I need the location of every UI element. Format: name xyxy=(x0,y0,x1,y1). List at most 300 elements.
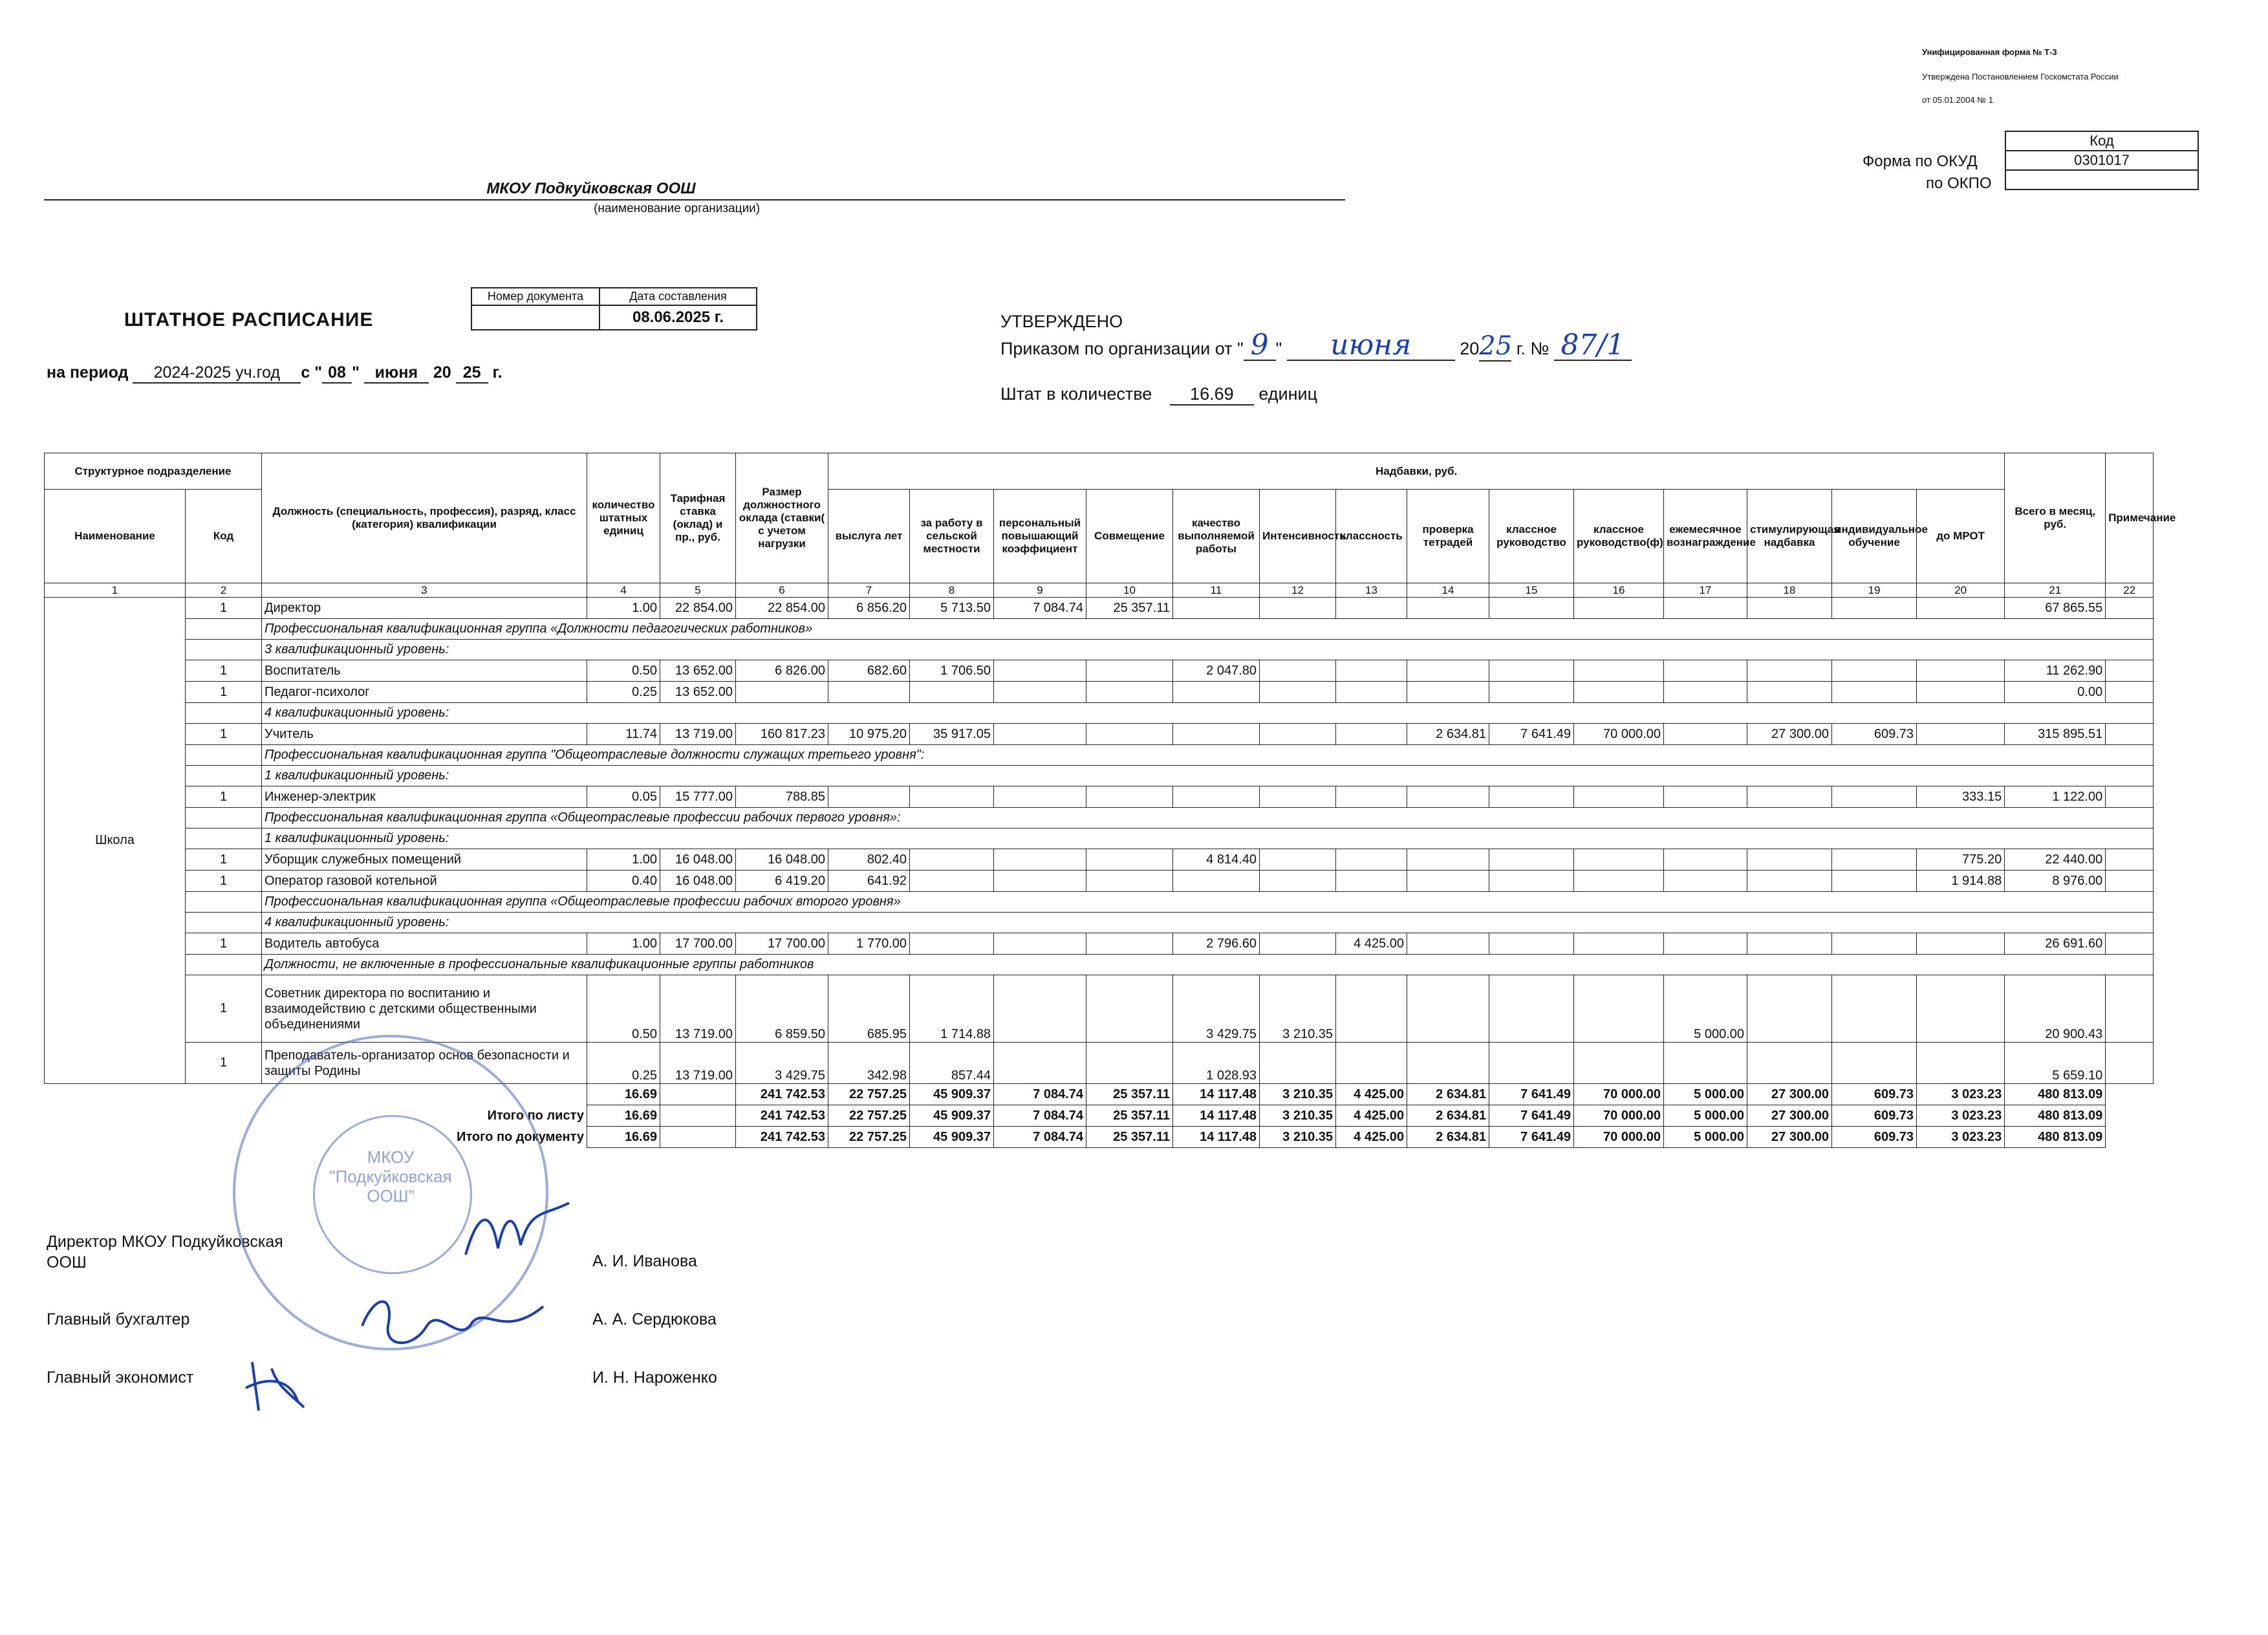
total-col-14: 2 634.81 xyxy=(1407,1127,1489,1148)
cell-col-20 xyxy=(1917,1043,2005,1084)
position-name: Воспитатель xyxy=(262,660,587,682)
cell-col-19 xyxy=(1832,871,1917,892)
codes-box xyxy=(2005,131,2199,190)
cell-col-10 xyxy=(1086,786,1173,808)
approval-year-prefix: 20 xyxy=(1460,339,1480,358)
approval-day: 9 xyxy=(1244,331,1276,361)
doc-number-label: Номер документа xyxy=(471,288,599,305)
approval-month: июня xyxy=(1287,331,1455,361)
cell-col-9 xyxy=(994,724,1086,745)
cell-col-11 xyxy=(1173,682,1260,703)
cell-col-21: 67 865.55 xyxy=(2005,598,2106,619)
cell-col-13 xyxy=(1336,975,1407,1043)
okud-value: 0301017 xyxy=(2005,151,2198,170)
total-col-17: 5 000.00 xyxy=(1664,1127,1747,1148)
period-value: 2024-2025 уч.год xyxy=(133,363,301,384)
header-class-lead: классное руководство xyxy=(1489,490,1574,583)
total-col-5 xyxy=(660,1105,736,1127)
cell-col-14 xyxy=(1407,975,1489,1043)
cell-col-5: 16 048.00 xyxy=(660,849,736,871)
header-monthly-bonus: ежемесячное вознаграждение xyxy=(1664,490,1747,583)
cell-col-12 xyxy=(1260,933,1336,955)
total-col-17: 5 000.00 xyxy=(1664,1105,1747,1127)
accountant-signature xyxy=(349,1287,556,1358)
cell-col-15 xyxy=(1489,849,1574,871)
position-name: Советник директора по воспитанию и взаимодействию с детскими общественными объединениями xyxy=(262,975,587,1043)
total-label: Итого по листу xyxy=(487,1108,584,1123)
cell-col-9 xyxy=(994,975,1086,1043)
cell-col-7: 802.40 xyxy=(828,849,910,871)
cell-col-7 xyxy=(828,786,910,808)
doc-date-label: Дата составления xyxy=(599,288,757,305)
cell-col-15 xyxy=(1489,598,1574,619)
cell-col-19 xyxy=(1832,975,1917,1043)
note-cell xyxy=(2106,660,2154,682)
note-cell xyxy=(2106,975,2154,1043)
approval-year-suffix: г. № xyxy=(1516,339,1550,358)
row-code: 1 xyxy=(186,933,262,955)
cell-col-10 xyxy=(1086,849,1173,871)
group-row xyxy=(45,745,2154,766)
staff-line xyxy=(1000,384,1317,406)
accountant-name: А. А. Сердюкова xyxy=(592,1310,717,1328)
total-col-12: 3 210.35 xyxy=(1260,1084,1336,1105)
cell-col-11: 4 814.40 xyxy=(1173,849,1260,871)
row-code xyxy=(186,828,262,849)
cell-col-12 xyxy=(1260,849,1336,871)
cell-col-10: 25 357.11 xyxy=(1086,598,1173,619)
cell-col-19 xyxy=(1832,933,1917,955)
cell-col-7: 641.92 xyxy=(828,871,910,892)
row-code xyxy=(186,892,262,913)
header-notebooks: проверка тетрадей xyxy=(1407,490,1489,583)
cell-col-9 xyxy=(994,682,1086,703)
cell-col-5: 13 652.00 xyxy=(660,682,736,703)
cell-col-8: 1 706.50 xyxy=(910,660,994,682)
cell-col-17 xyxy=(1664,871,1747,892)
group-label: Профессиональная квалификационная группа «Должности педагогических работников» xyxy=(262,619,2154,640)
cell-col-18 xyxy=(1747,849,1832,871)
cell-col-12 xyxy=(1260,724,1336,745)
total-col-8: 45 909.37 xyxy=(910,1127,994,1148)
note-cell xyxy=(2106,849,2154,871)
cell-col-17 xyxy=(1664,1043,1747,1084)
period-day: 08 xyxy=(322,363,352,384)
header-individual: индивидуальное обучение xyxy=(1832,490,1917,583)
organization-name: МКОУ Подкуйковская ООШ xyxy=(486,180,696,197)
header-rate: Тарифная ставка (оклад) и пр., руб. xyxy=(660,453,736,583)
cell-col-6 xyxy=(736,682,828,703)
cell-col-5: 13 719.00 xyxy=(660,975,736,1043)
table-row xyxy=(45,849,2154,871)
cell-col-16 xyxy=(1574,598,1664,619)
column-number: 19 xyxy=(1832,583,1917,598)
cell-col-19 xyxy=(1832,682,1917,703)
table-row xyxy=(45,975,2154,1043)
cell-col-14 xyxy=(1407,682,1489,703)
total-col-14: 2 634.81 xyxy=(1407,1084,1489,1105)
cell-col-17 xyxy=(1664,786,1747,808)
total-col-20: 3 023.23 xyxy=(1917,1084,2005,1105)
cell-col-5: 17 700.00 xyxy=(660,933,736,955)
note-cell xyxy=(2106,786,2154,808)
total-col-11: 14 117.48 xyxy=(1173,1127,1260,1148)
form-unified-label: Унифицированная форма № Т-3 xyxy=(1922,47,2057,57)
cell-col-8: 35 917.05 xyxy=(910,724,994,745)
header-seniority: выслуга лет xyxy=(828,490,910,583)
row-code xyxy=(186,955,262,975)
cell-col-20 xyxy=(1917,682,2005,703)
cell-col-20 xyxy=(1917,660,2005,682)
row-code: 1 xyxy=(186,660,262,682)
row-code: 1 xyxy=(186,871,262,892)
cell-col-20 xyxy=(1917,598,2005,619)
director-name: А. И. Иванова xyxy=(592,1252,697,1270)
cell-col-11 xyxy=(1173,871,1260,892)
period-label: на период xyxy=(47,363,129,382)
director-signature xyxy=(453,1196,582,1268)
total-note-cell xyxy=(2106,1127,2154,1148)
cell-col-15 xyxy=(1489,660,1574,682)
cell-col-14 xyxy=(1407,598,1489,619)
period-from: с " xyxy=(301,363,323,382)
header-dept-name: Наименование xyxy=(45,490,186,583)
row-code: 1 xyxy=(186,1043,262,1084)
cell-col-4: 11.74 xyxy=(587,724,660,745)
cell-col-8: 1 714.88 xyxy=(910,975,994,1043)
group-label: 1 квалификационный уровень: xyxy=(262,828,2154,849)
approval-year: 25 xyxy=(1479,331,1513,361)
column-number: 5 xyxy=(660,583,736,598)
position-name: Учитель xyxy=(262,724,587,745)
cell-col-21: 22 440.00 xyxy=(2005,849,2106,871)
cell-col-20: 1 914.88 xyxy=(1917,871,2005,892)
cell-col-16: 70 000.00 xyxy=(1574,724,1664,745)
total-col-8: 45 909.37 xyxy=(910,1105,994,1127)
note-cell xyxy=(2106,933,2154,955)
row-code: 1 xyxy=(186,598,262,619)
cell-col-13 xyxy=(1336,682,1407,703)
group-label: Профессиональная квалификационная группа «Общеотраслевые профессии рабочих второго уровня» xyxy=(262,892,2154,913)
total-col-9: 7 084.74 xyxy=(994,1105,1086,1127)
cell-col-6: 160 817.23 xyxy=(736,724,828,745)
column-number: 13 xyxy=(1336,583,1407,598)
total-col-7: 22 757.25 xyxy=(828,1127,910,1148)
cell-col-7: 10 975.20 xyxy=(828,724,910,745)
column-number: 15 xyxy=(1489,583,1574,598)
total-col-21: 480 813.09 xyxy=(2005,1127,2106,1148)
header-position: Должность (специальность, профессия), разряд, класс (категория) квалификации xyxy=(262,453,587,583)
position-name: Уборщик служебных помещений xyxy=(262,849,587,871)
table-row xyxy=(45,724,2154,745)
cell-col-14 xyxy=(1407,933,1489,955)
doc-date-value: 08.06.2025 г. xyxy=(599,305,757,330)
cell-col-9 xyxy=(994,1043,1086,1084)
cell-col-8 xyxy=(910,871,994,892)
total-col-18: 27 300.00 xyxy=(1747,1105,1832,1127)
total-col-15: 7 641.49 xyxy=(1489,1105,1574,1127)
cell-col-5: 15 777.00 xyxy=(660,786,736,808)
header-rural: за работу в сельской местности xyxy=(910,490,994,583)
cell-col-21: 26 691.60 xyxy=(2005,933,2106,955)
period-sep: " xyxy=(352,363,360,382)
header-structure: Структурное подразделение xyxy=(45,453,262,490)
form-approved-label: Утверждена Постановлением Госкомстата России xyxy=(1922,72,2119,81)
row-code xyxy=(186,808,262,828)
cell-col-7 xyxy=(828,682,910,703)
cell-col-19 xyxy=(1832,660,1917,682)
cell-col-17: 5 000.00 xyxy=(1664,975,1747,1043)
total-col-16: 70 000.00 xyxy=(1574,1105,1664,1127)
group-row xyxy=(45,828,2154,849)
cell-col-19 xyxy=(1832,1043,1917,1084)
staff-label: Штат в количестве xyxy=(1000,384,1152,404)
document-title: ШТАТНОЕ РАСПИСАНИЕ xyxy=(124,309,374,330)
cell-col-17 xyxy=(1664,660,1747,682)
total-col-6: 241 742.53 xyxy=(736,1084,828,1105)
total-col-13: 4 425.00 xyxy=(1336,1127,1407,1148)
header-units: количество штатных единиц xyxy=(587,453,660,583)
cell-col-12 xyxy=(1260,786,1336,808)
cell-col-6: 17 700.00 xyxy=(736,933,828,955)
table-row xyxy=(45,786,2154,808)
cell-col-10 xyxy=(1086,871,1173,892)
cell-col-7: 682.60 xyxy=(828,660,910,682)
total-col-13: 4 425.00 xyxy=(1336,1084,1407,1105)
cell-col-11: 3 429.75 xyxy=(1173,975,1260,1043)
total-col-9: 7 084.74 xyxy=(994,1127,1086,1148)
table-row xyxy=(45,871,2154,892)
row-code xyxy=(186,913,262,933)
cell-col-14 xyxy=(1407,786,1489,808)
cell-col-5: 13 719.00 xyxy=(660,1043,736,1084)
cell-col-10 xyxy=(1086,724,1173,745)
cell-col-13 xyxy=(1336,1043,1407,1084)
header-dept-code: Код xyxy=(186,490,262,583)
column-number: 20 xyxy=(1917,583,2005,598)
note-cell xyxy=(2106,1043,2154,1084)
row-code xyxy=(186,640,262,660)
column-number: 18 xyxy=(1747,583,1832,598)
cell-col-18 xyxy=(1747,660,1832,682)
cell-col-20: 775.20 xyxy=(1917,849,2005,871)
cell-col-17 xyxy=(1664,598,1747,619)
cell-col-21: 5 659.10 xyxy=(2005,1043,2106,1084)
column-number: 8 xyxy=(910,583,994,598)
cell-col-9 xyxy=(994,849,1086,871)
cell-col-11: 2 047.80 xyxy=(1173,660,1260,682)
cell-col-17 xyxy=(1664,849,1747,871)
organization-line xyxy=(44,180,1345,200)
total-col-15: 7 641.49 xyxy=(1489,1127,1574,1148)
cell-col-21: 20 900.43 xyxy=(2005,975,2106,1043)
cell-col-18 xyxy=(1747,598,1832,619)
staff-value: 16.69 xyxy=(1170,384,1254,406)
cell-col-15 xyxy=(1489,871,1574,892)
cell-col-16 xyxy=(1574,1043,1664,1084)
seal-line-3: ООШ" xyxy=(367,1186,415,1206)
economist-role: Главный экономист xyxy=(47,1369,194,1387)
cell-col-12 xyxy=(1260,1043,1336,1084)
cell-col-11: 2 796.60 xyxy=(1173,933,1260,955)
total-col-16: 70 000.00 xyxy=(1574,1127,1664,1148)
header-class-rank: классность xyxy=(1336,490,1407,583)
cell-col-9 xyxy=(994,660,1086,682)
position-name: Преподаватель-организатор основ безопасности и защиты Родины xyxy=(262,1043,587,1084)
group-row xyxy=(45,640,2154,660)
cell-col-4: 0.05 xyxy=(587,786,660,808)
total-col-7: 22 757.25 xyxy=(828,1105,910,1127)
row-code: 1 xyxy=(186,682,262,703)
cell-col-4: 1.00 xyxy=(587,933,660,955)
cell-col-18 xyxy=(1747,871,1832,892)
table-row xyxy=(45,660,2154,682)
okpo-label: по ОКПО xyxy=(1926,175,1992,192)
cell-col-16 xyxy=(1574,871,1664,892)
column-number: 14 xyxy=(1407,583,1489,598)
cell-col-15: 7 641.49 xyxy=(1489,724,1574,745)
total-col-19: 609.73 xyxy=(1832,1127,1917,1148)
header-allowances: Надбавки, руб. xyxy=(828,453,2005,490)
period-year-suffix: г. xyxy=(492,363,502,382)
group-label: 4 квалификационный уровень: xyxy=(262,703,2154,724)
total-col-12: 3 210.35 xyxy=(1260,1105,1336,1127)
seal-line-2: "Подкуйковская xyxy=(329,1167,452,1186)
total-col-15: 7 641.49 xyxy=(1489,1084,1574,1105)
column-number: 4 xyxy=(587,583,660,598)
cell-col-17 xyxy=(1664,724,1747,745)
total-col-8: 45 909.37 xyxy=(910,1084,994,1105)
cell-col-8: 857.44 xyxy=(910,1043,994,1084)
cell-col-13 xyxy=(1336,598,1407,619)
total-col-6: 241 742.53 xyxy=(736,1127,828,1148)
cell-col-21: 8 976.00 xyxy=(2005,871,2106,892)
cell-col-21: 11 262.90 xyxy=(2005,660,2106,682)
cell-col-10 xyxy=(1086,975,1173,1043)
total-col-4: 16.69 xyxy=(587,1127,660,1148)
cell-col-18 xyxy=(1747,975,1832,1043)
group-label: Профессиональная квалификационная группа «Общеотраслевые профессии рабочих первого уровня»: xyxy=(262,808,2154,828)
note-cell xyxy=(2106,871,2154,892)
total-col-4: 16.69 xyxy=(587,1084,660,1105)
cell-col-20 xyxy=(1917,975,2005,1043)
cell-col-13 xyxy=(1336,786,1407,808)
total-col-10: 25 357.11 xyxy=(1086,1127,1173,1148)
cell-col-4: 0.25 xyxy=(587,682,660,703)
cell-col-12 xyxy=(1260,871,1336,892)
cell-col-14 xyxy=(1407,660,1489,682)
total-col-20: 3 023.23 xyxy=(1917,1127,2005,1148)
cell-col-6: 788.85 xyxy=(736,786,828,808)
cell-col-18 xyxy=(1747,933,1832,955)
total-col-12: 3 210.35 xyxy=(1260,1127,1336,1148)
total-col-5 xyxy=(660,1084,736,1105)
cell-col-10 xyxy=(1086,682,1173,703)
column-number: 1 xyxy=(45,583,186,598)
cell-col-10 xyxy=(1086,933,1173,955)
group-label: Профессиональная квалификационная группа "Общеотраслевые должности служащих третьего уровня": xyxy=(262,745,2154,766)
header-personal-coef: персональный повышающий коэффициент xyxy=(994,490,1086,583)
total-col-11: 14 117.48 xyxy=(1173,1084,1260,1105)
period-year-prefix: 20 xyxy=(433,363,451,382)
cell-col-7: 1 770.00 xyxy=(828,933,910,955)
cell-col-7: 342.98 xyxy=(828,1043,910,1084)
approval-heading: УТВЕРЖДЕНО xyxy=(1000,312,1123,331)
economist-name: И. Н. Нароженко xyxy=(592,1369,717,1387)
note-cell xyxy=(2106,682,2154,703)
group-row xyxy=(45,955,2154,975)
seal-line-1: МКОУ xyxy=(367,1147,415,1167)
cell-col-15 xyxy=(1489,682,1574,703)
total-col-11: 14 117.48 xyxy=(1173,1105,1260,1127)
cell-col-16 xyxy=(1574,975,1664,1043)
cell-col-12 xyxy=(1260,682,1336,703)
total-label: Итого по документу xyxy=(456,1129,584,1144)
cell-col-16 xyxy=(1574,786,1664,808)
total-col-17: 5 000.00 xyxy=(1664,1084,1747,1105)
cell-col-15 xyxy=(1489,786,1574,808)
cell-col-21: 315 895.51 xyxy=(2005,724,2106,745)
cell-col-21: 0.00 xyxy=(2005,682,2106,703)
approval-order-label: Приказом по организации от " xyxy=(1000,339,1244,358)
cell-col-13 xyxy=(1336,724,1407,745)
cell-col-14: 2 634.81 xyxy=(1407,724,1489,745)
doc-number-box xyxy=(471,287,757,330)
table-row xyxy=(45,682,2154,703)
column-number: 17 xyxy=(1664,583,1747,598)
period-month: июня xyxy=(364,363,429,384)
cell-col-18 xyxy=(1747,786,1832,808)
cell-col-4: 1.00 xyxy=(587,849,660,871)
cell-col-11 xyxy=(1173,786,1260,808)
column-number: 22 xyxy=(2106,583,2154,598)
cell-col-5: 13 719.00 xyxy=(660,724,736,745)
cell-col-18 xyxy=(1747,1043,1832,1084)
cell-col-7: 685.95 xyxy=(828,975,910,1043)
total-col-19: 609.73 xyxy=(1832,1084,1917,1105)
cell-col-17 xyxy=(1664,682,1747,703)
department-name: Школа xyxy=(45,598,186,1084)
cell-col-17 xyxy=(1664,933,1747,955)
position-name: Водитель автобуса xyxy=(262,933,587,955)
cell-col-16 xyxy=(1574,682,1664,703)
row-code: 1 xyxy=(186,849,262,871)
cell-col-4: 0.50 xyxy=(587,975,660,1043)
cell-col-12 xyxy=(1260,660,1336,682)
total-col-9: 7 084.74 xyxy=(994,1084,1086,1105)
header-incentive: стимулирующая надбавка xyxy=(1747,490,1832,583)
column-number: 6 xyxy=(736,583,828,598)
column-number: 12 xyxy=(1260,583,1336,598)
cell-col-8 xyxy=(910,933,994,955)
cell-col-9: 7 084.74 xyxy=(994,598,1086,619)
total-col-4: 16.69 xyxy=(587,1105,660,1127)
cell-col-6: 22 854.00 xyxy=(736,598,828,619)
total-col-16: 70 000.00 xyxy=(1574,1084,1664,1105)
row-code xyxy=(186,745,262,766)
cell-col-19: 609.73 xyxy=(1832,724,1917,745)
header-total: Всего в месяц, руб. xyxy=(2005,453,2106,583)
approval-number: 87/1 xyxy=(1554,331,1632,361)
column-number: 2 xyxy=(186,583,262,598)
group-label: 1 квалификационный уровень: xyxy=(262,766,2154,786)
total-col-7: 22 757.25 xyxy=(828,1084,910,1105)
cell-col-6: 6 826.00 xyxy=(736,660,828,682)
row-code: 1 xyxy=(186,786,262,808)
header-salary: Размер должностного оклада (ставки( с учетом нагрузки xyxy=(736,453,828,583)
cell-col-7: 6 856.20 xyxy=(828,598,910,619)
header-quality: качество выполняемой работы xyxy=(1173,490,1260,583)
